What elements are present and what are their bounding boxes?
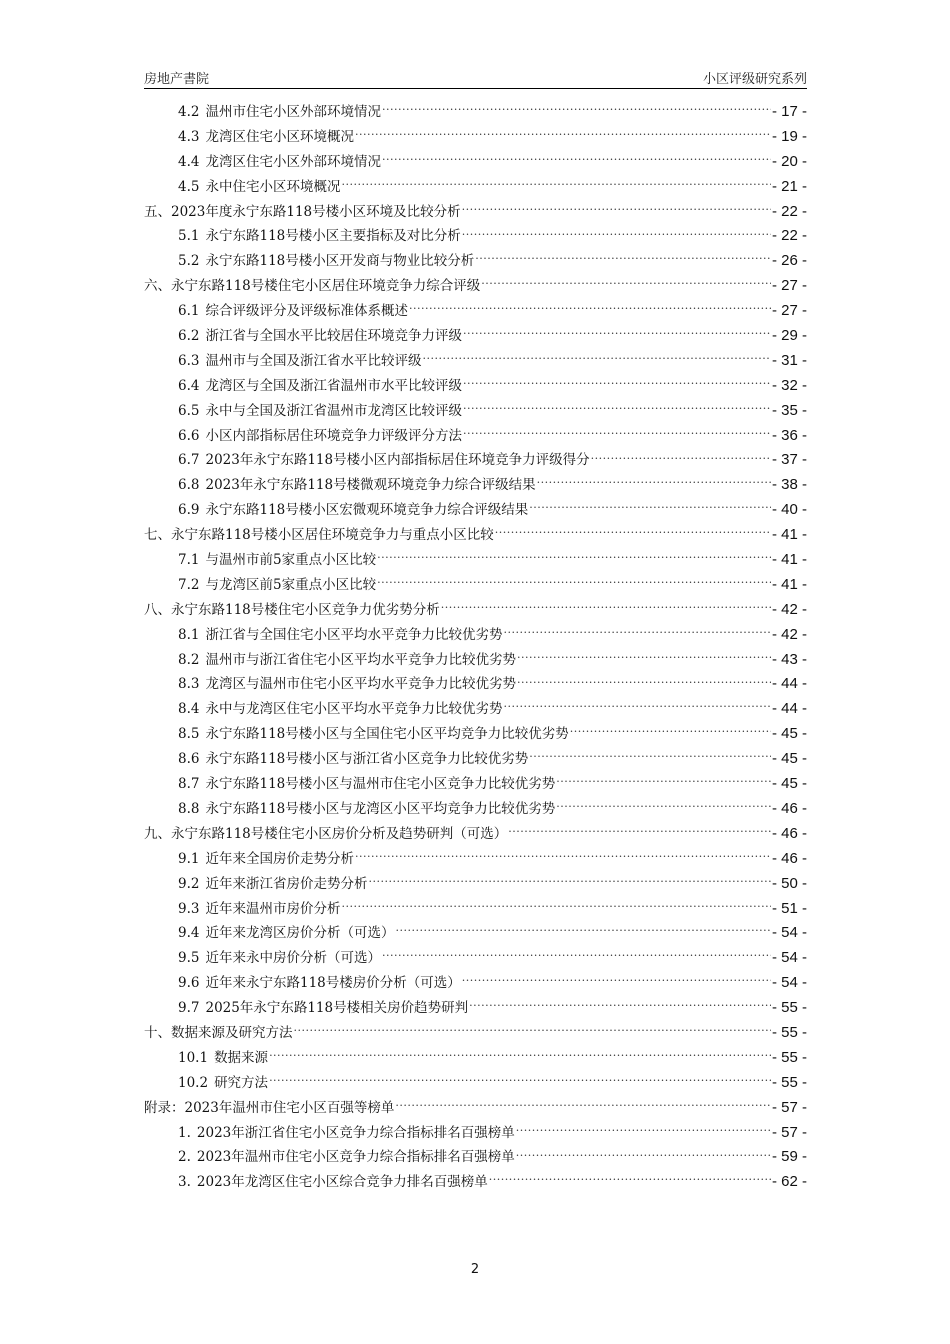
- toc-entry-number: 4.5: [178, 178, 200, 195]
- dot-leader: [503, 699, 771, 713]
- dot-leader: [463, 376, 771, 390]
- toc-entry-number: 4.2: [178, 104, 200, 120]
- toc-entry-title: 龙湾区住宅小区环境概况: [205, 128, 354, 145]
- toc-entry-title: 温州市与全国及浙江省水平比较评级: [205, 352, 422, 369]
- toc-entry-title: 永中与全国及浙江省温州市龙湾区比较评级: [205, 402, 462, 419]
- toc-entry-page: - 54 -: [771, 949, 807, 967]
- toc-entry-title: 浙江省与全国水平比较居住环境竞争力评级: [205, 328, 462, 345]
- toc-section-entry[interactable]: [144, 847, 807, 872]
- toc-entry-title: 数据来源及研究方法: [171, 1024, 293, 1041]
- toc-entry-page: - 40 -: [771, 501, 807, 519]
- toc-entry-number: 9.4: [178, 925, 200, 942]
- toc-entry-number: 8.6: [178, 751, 200, 768]
- toc-entry-number: 10.2: [178, 1074, 209, 1091]
- toc-entry-page: - 42 -: [771, 600, 807, 618]
- toc-entry-number: 8.3: [178, 676, 200, 693]
- toc-section-entry[interactable]: [144, 971, 807, 996]
- toc-entry-number: 8.1: [178, 626, 200, 643]
- toc-section-entry[interactable]: [144, 125, 807, 150]
- toc-entry-page: - 46 -: [771, 849, 807, 867]
- toc-section-entry[interactable]: [144, 623, 807, 648]
- toc-entry-title: 永中住宅小区环境概况: [205, 178, 341, 195]
- toc-entry-page: - 19 -: [771, 127, 807, 145]
- toc-entry-number: 3.: [178, 1174, 191, 1191]
- toc-entry-title: 永宁东路118号楼住宅小区竞争力优劣势分析: [171, 601, 440, 618]
- toc-entry-page: - 27 -: [771, 302, 807, 320]
- toc-section-entry[interactable]: [144, 374, 807, 399]
- toc-entry-number: 9.5: [178, 950, 200, 967]
- toc-entry-number: 9.1: [178, 850, 200, 867]
- toc-entry-title: 永宁东路118号楼小区与温州市住宅小区竞争力比较优劣势: [205, 776, 556, 793]
- toc-entry-title: 综合评级评分及评级标准体系概述: [205, 303, 408, 320]
- toc-section-entry[interactable]: [144, 1121, 807, 1146]
- toc-entry-title: 永宁东路118号楼住宅小区房价分析及趋势研判（可选）: [171, 825, 508, 842]
- toc-section-entry[interactable]: [144, 573, 807, 598]
- toc-chapter-entry[interactable]: [144, 274, 807, 299]
- toc-entry-number: 6.7: [178, 452, 200, 469]
- toc-entry-title: 永宁东路118号楼小区与龙湾区小区平均竞争力比较优劣势: [205, 800, 556, 817]
- toc-entry-number: 十、: [144, 1024, 171, 1041]
- toc-entry-page: - 54 -: [771, 924, 807, 942]
- dot-leader: [368, 874, 771, 888]
- toc-entry-page: - 35 -: [771, 401, 807, 419]
- toc-entry-number: 五、: [144, 203, 171, 220]
- toc-section-entry[interactable]: [144, 996, 807, 1021]
- toc-entry-page: - 21 -: [771, 177, 807, 195]
- dot-leader: [556, 799, 771, 813]
- toc-entry-number: 8.5: [178, 726, 200, 743]
- toc-entry-page: - 26 -: [771, 252, 807, 270]
- dot-leader: [382, 948, 771, 962]
- toc-section-entry[interactable]: [144, 473, 807, 498]
- toc-section-entry[interactable]: [144, 1145, 807, 1170]
- toc-entry-page: - 55 -: [771, 1073, 807, 1091]
- dot-leader: [529, 500, 771, 514]
- toc-entry-page: - 41 -: [771, 575, 807, 593]
- toc-entry-page: - 55 -: [771, 1048, 807, 1066]
- toc-section-entry[interactable]: [144, 747, 807, 772]
- toc-entry-number: 6.3: [178, 352, 200, 369]
- toc-entry-number: 9.6: [178, 975, 200, 992]
- toc-entry-number: 10.1: [178, 1049, 209, 1066]
- toc-entry-number: 8.8: [178, 800, 200, 817]
- toc-entry-page: - 27 -: [771, 277, 807, 295]
- dot-leader: [382, 102, 771, 116]
- publisher-name: 房地产書院: [144, 72, 210, 87]
- toc-section-entry[interactable]: [144, 797, 807, 822]
- toc-section-entry[interactable]: [144, 349, 807, 374]
- toc-section-entry[interactable]: [144, 772, 807, 797]
- dot-leader: [469, 998, 771, 1012]
- toc-entry-title: 近年来温州市房价分析: [205, 900, 341, 917]
- toc-entry-page: - 51 -: [771, 899, 807, 917]
- toc-entry-page: - 32 -: [771, 376, 807, 394]
- toc-entry-number: 7.1: [178, 552, 200, 569]
- dot-leader: [269, 1048, 771, 1062]
- toc-entry-page: - 46 -: [771, 824, 807, 842]
- toc-entry-number: 4.4: [178, 153, 200, 170]
- toc-entry-title: 与龙湾区前5家重点小区比较: [205, 576, 377, 593]
- dot-leader: [269, 1073, 771, 1087]
- toc-entry-title: 永宁东路118号楼住宅小区居住环境竞争力综合评级: [171, 278, 481, 295]
- dot-leader: [591, 450, 771, 464]
- toc-entry-title: 近年来浙江省房价走势分析: [205, 875, 368, 892]
- toc-entry-page: - 46 -: [771, 799, 807, 817]
- toc-entry-page: - 41 -: [771, 551, 807, 569]
- toc-entry-title: 永宁东路118号楼小区与全国住宅小区平均竞争力比较优劣势: [205, 726, 569, 743]
- toc-entry-title: 2023年永宁东路118号楼微观环境竞争力综合评级结果: [205, 477, 536, 494]
- toc-entry-title: 近年来龙湾区房价分析（可选）: [205, 925, 395, 942]
- toc-entry-number: 七、: [144, 527, 171, 544]
- toc-section-entry[interactable]: [144, 448, 807, 473]
- dot-leader: [377, 575, 771, 589]
- toc-section-entry[interactable]: [144, 548, 807, 573]
- toc-entry-page: - 44 -: [771, 675, 807, 693]
- toc-entry-page: - 38 -: [771, 476, 807, 494]
- toc-entry-number: 6.8: [178, 477, 200, 494]
- toc-entry-title: 近年来全国房价走势分析: [205, 850, 354, 867]
- dot-leader: [294, 1023, 771, 1037]
- dot-leader: [462, 973, 771, 987]
- toc-entry-page: - 17 -: [771, 103, 807, 120]
- dot-leader: [516, 1123, 771, 1137]
- toc-section-entry[interactable]: [144, 648, 807, 673]
- toc-entry-number: 六、: [144, 278, 171, 295]
- dot-leader: [395, 923, 771, 937]
- toc-section-entry[interactable]: [144, 175, 807, 200]
- toc-entry-title: 永宁东路118号楼小区与浙江省小区竞争力比较优劣势: [205, 751, 529, 768]
- dot-leader: [355, 127, 771, 141]
- toc-entry-page: - 22 -: [771, 202, 807, 220]
- dot-leader: [556, 774, 771, 788]
- toc-entry-number: 7.2: [178, 576, 200, 593]
- toc-entry-page: - 45 -: [771, 775, 807, 793]
- toc-entry-number: 6.2: [178, 328, 200, 345]
- toc-section-entry[interactable]: [144, 249, 807, 274]
- dot-leader: [355, 849, 771, 863]
- toc-entry-number: 6.1: [178, 303, 200, 320]
- toc-entry-title: 温州市住宅小区外部环境情况: [205, 104, 381, 120]
- toc-entry-number: 5.1: [178, 228, 200, 245]
- series-title: 小区评级研究系列: [702, 72, 807, 87]
- dot-leader: [462, 226, 771, 240]
- toc-chapter-entry[interactable]: [144, 523, 807, 548]
- dot-leader: [516, 1147, 771, 1161]
- toc-entry-number: 9.3: [178, 900, 200, 917]
- toc-entry-title: 近年来永中房价分析（可选）: [205, 950, 381, 967]
- toc-section-entry[interactable]: [144, 324, 807, 349]
- toc-entry-title: 龙湾区与温州市住宅小区平均水平竞争力比较优劣势: [205, 676, 516, 693]
- dot-leader: [341, 177, 771, 191]
- toc-entry-number: 2.: [178, 1149, 191, 1166]
- toc-section-entry[interactable]: [144, 1046, 807, 1071]
- toc-entry-page: - 50 -: [771, 874, 807, 892]
- toc-entry-title: 永宁东路118号楼小区宏微观环境竞争力综合评级结果: [205, 502, 529, 519]
- dot-leader: [508, 824, 771, 838]
- toc-entry-title: 永宁东路118号楼小区开发商与物业比较分析: [205, 253, 475, 270]
- toc-entry-number: 6.6: [178, 427, 200, 444]
- toc-entry-title: 2023年度永宁东路118号楼小区环境及比较分析: [171, 203, 461, 220]
- page-number: 2: [470, 1262, 480, 1277]
- toc-section-entry[interactable]: [144, 722, 807, 747]
- toc-entry-title: 近年来永宁东路118号楼房价分析（可选）: [205, 975, 461, 992]
- toc-entry-title: 永宁东路118号楼小区主要指标及对比分析: [205, 228, 461, 245]
- toc-entry-title: 浙江省与全国住宅小区平均水平竞争力比较优劣势: [205, 626, 503, 643]
- page-header: [144, 66, 807, 89]
- toc-section-entry[interactable]: [144, 946, 807, 971]
- toc-entry-number: 6.9: [178, 502, 200, 519]
- dot-leader: [422, 351, 771, 365]
- toc-section-entry[interactable]: [144, 672, 807, 697]
- toc-entry-number: 9.2: [178, 875, 200, 892]
- dot-leader: [463, 326, 771, 340]
- dot-leader: [462, 202, 771, 216]
- toc-entry-title: 研究方法: [214, 1074, 269, 1091]
- toc-entry-page: - 29 -: [771, 327, 807, 345]
- table-of-contents: [144, 100, 807, 1195]
- dot-leader: [395, 1098, 771, 1112]
- toc-entry-page: - 31 -: [771, 351, 807, 369]
- toc-entry-number: 1.: [178, 1124, 191, 1141]
- toc-section-entry[interactable]: [144, 224, 807, 249]
- toc-entry-number: 附录：: [144, 1099, 185, 1116]
- toc-entry-title: 2023年温州市住宅小区竞争力综合指标排名百强榜单: [196, 1149, 515, 1166]
- toc-entry-number: 6.4: [178, 377, 200, 394]
- dot-leader: [517, 650, 771, 664]
- dot-leader: [463, 426, 771, 440]
- dot-leader: [517, 674, 771, 688]
- toc-entry-title: 龙湾区住宅小区外部环境情况: [205, 153, 381, 170]
- toc-entry-number: 4.3: [178, 128, 200, 145]
- toc-chapter-entry[interactable]: [144, 1021, 807, 1046]
- toc-entry-title: 与温州市前5家重点小区比较: [205, 552, 377, 569]
- toc-section-entry[interactable]: [144, 299, 807, 324]
- toc-section-entry[interactable]: [144, 697, 807, 722]
- toc-entry-number: 6.5: [178, 402, 200, 419]
- toc-entry-page: - 55 -: [771, 1023, 807, 1041]
- toc-chapter-entry[interactable]: [144, 200, 807, 225]
- dot-leader: [382, 152, 771, 166]
- toc-entry-page: - 45 -: [771, 725, 807, 743]
- toc-chapter-entry[interactable]: [144, 1096, 807, 1121]
- toc-entry-title: 龙湾区与全国及浙江省温州市水平比较评级: [205, 377, 462, 394]
- toc-entry-page: - 42 -: [771, 625, 807, 643]
- toc-entry-page: - 44 -: [771, 700, 807, 718]
- toc-section-entry[interactable]: [144, 150, 807, 175]
- toc-entry-title: 2023年浙江省住宅小区竞争力综合指标排名百强榜单: [196, 1124, 515, 1141]
- toc-entry-page: - 20 -: [771, 152, 807, 170]
- toc-section-entry[interactable]: [144, 498, 807, 523]
- toc-entry-title: 2025年永宁东路118号楼相关房价趋势研判: [205, 1000, 469, 1017]
- toc-entry-title: 2023年温州市住宅小区百强等榜单: [184, 1099, 395, 1116]
- toc-entry-page: - 59 -: [771, 1148, 807, 1166]
- dot-leader: [570, 724, 771, 738]
- toc-entry-number: 5.2: [178, 253, 200, 270]
- toc-entry-title: 永中与龙湾区住宅小区平均水平竞争力比较优劣势: [205, 701, 503, 718]
- toc-entry-title: 小区内部指标居住环境竞争力评级评分方法: [205, 427, 462, 444]
- toc-entry-number: 九、: [144, 825, 171, 842]
- toc-entry-page: - 43 -: [771, 650, 807, 668]
- toc-entry-number: 8.2: [178, 651, 200, 668]
- toc-section-entry[interactable]: [144, 1170, 807, 1195]
- toc-entry-page: - 22 -: [771, 227, 807, 245]
- dot-leader: [489, 1172, 771, 1186]
- dot-leader: [341, 899, 771, 913]
- dot-leader: [503, 625, 771, 639]
- dot-leader: [475, 251, 771, 265]
- toc-section-entry[interactable]: [144, 921, 807, 946]
- toc-entry-title: 2023年永宁东路118号楼小区内部指标居住环境竞争力评级得分: [205, 452, 590, 469]
- toc-chapter-entry[interactable]: [144, 598, 807, 623]
- toc-entry-title: 温州市与浙江省住宅小区平均水平竞争力比较优劣势: [205, 651, 516, 668]
- dot-leader: [463, 401, 771, 415]
- toc-entry-page: - 57 -: [771, 1123, 807, 1141]
- toc-entry-title: 永宁东路118号楼小区居住环境竞争力与重点小区比较: [171, 527, 494, 544]
- toc-section-entry[interactable]: [144, 872, 807, 897]
- dot-leader: [495, 525, 771, 539]
- toc-entry-page: - 36 -: [771, 426, 807, 444]
- toc-entry-page: - 57 -: [771, 1098, 807, 1116]
- toc-entry-page: - 62 -: [771, 1173, 807, 1191]
- toc-section-entry[interactable]: [144, 100, 807, 125]
- toc-entry-title: 2023年龙湾区住宅小区综合竞争力排名百强榜单: [196, 1174, 488, 1191]
- toc-chapter-entry[interactable]: [144, 822, 807, 847]
- toc-entry-title: 数据来源: [214, 1049, 269, 1066]
- toc-entry-page: - 45 -: [771, 750, 807, 768]
- toc-entry-number: 八、: [144, 601, 171, 618]
- toc-entry-page: - 41 -: [771, 526, 807, 544]
- toc-section-entry[interactable]: [144, 897, 807, 922]
- dot-leader: [537, 475, 771, 489]
- toc-entry-page: - 55 -: [771, 999, 807, 1017]
- dot-leader: [409, 301, 771, 315]
- dot-leader: [441, 600, 771, 614]
- toc-section-entry[interactable]: [144, 1071, 807, 1096]
- toc-entry-number: 8.4: [178, 701, 200, 718]
- toc-entry-page: - 37 -: [771, 451, 807, 469]
- toc-section-entry[interactable]: [144, 399, 807, 424]
- toc-entry-number: 8.7: [178, 776, 200, 793]
- dot-leader: [481, 276, 771, 290]
- toc-entry-number: 9.7: [178, 1000, 200, 1017]
- toc-section-entry[interactable]: [144, 424, 807, 449]
- toc-entry-page: - 54 -: [771, 974, 807, 992]
- dot-leader: [377, 550, 771, 564]
- dot-leader: [529, 749, 771, 763]
